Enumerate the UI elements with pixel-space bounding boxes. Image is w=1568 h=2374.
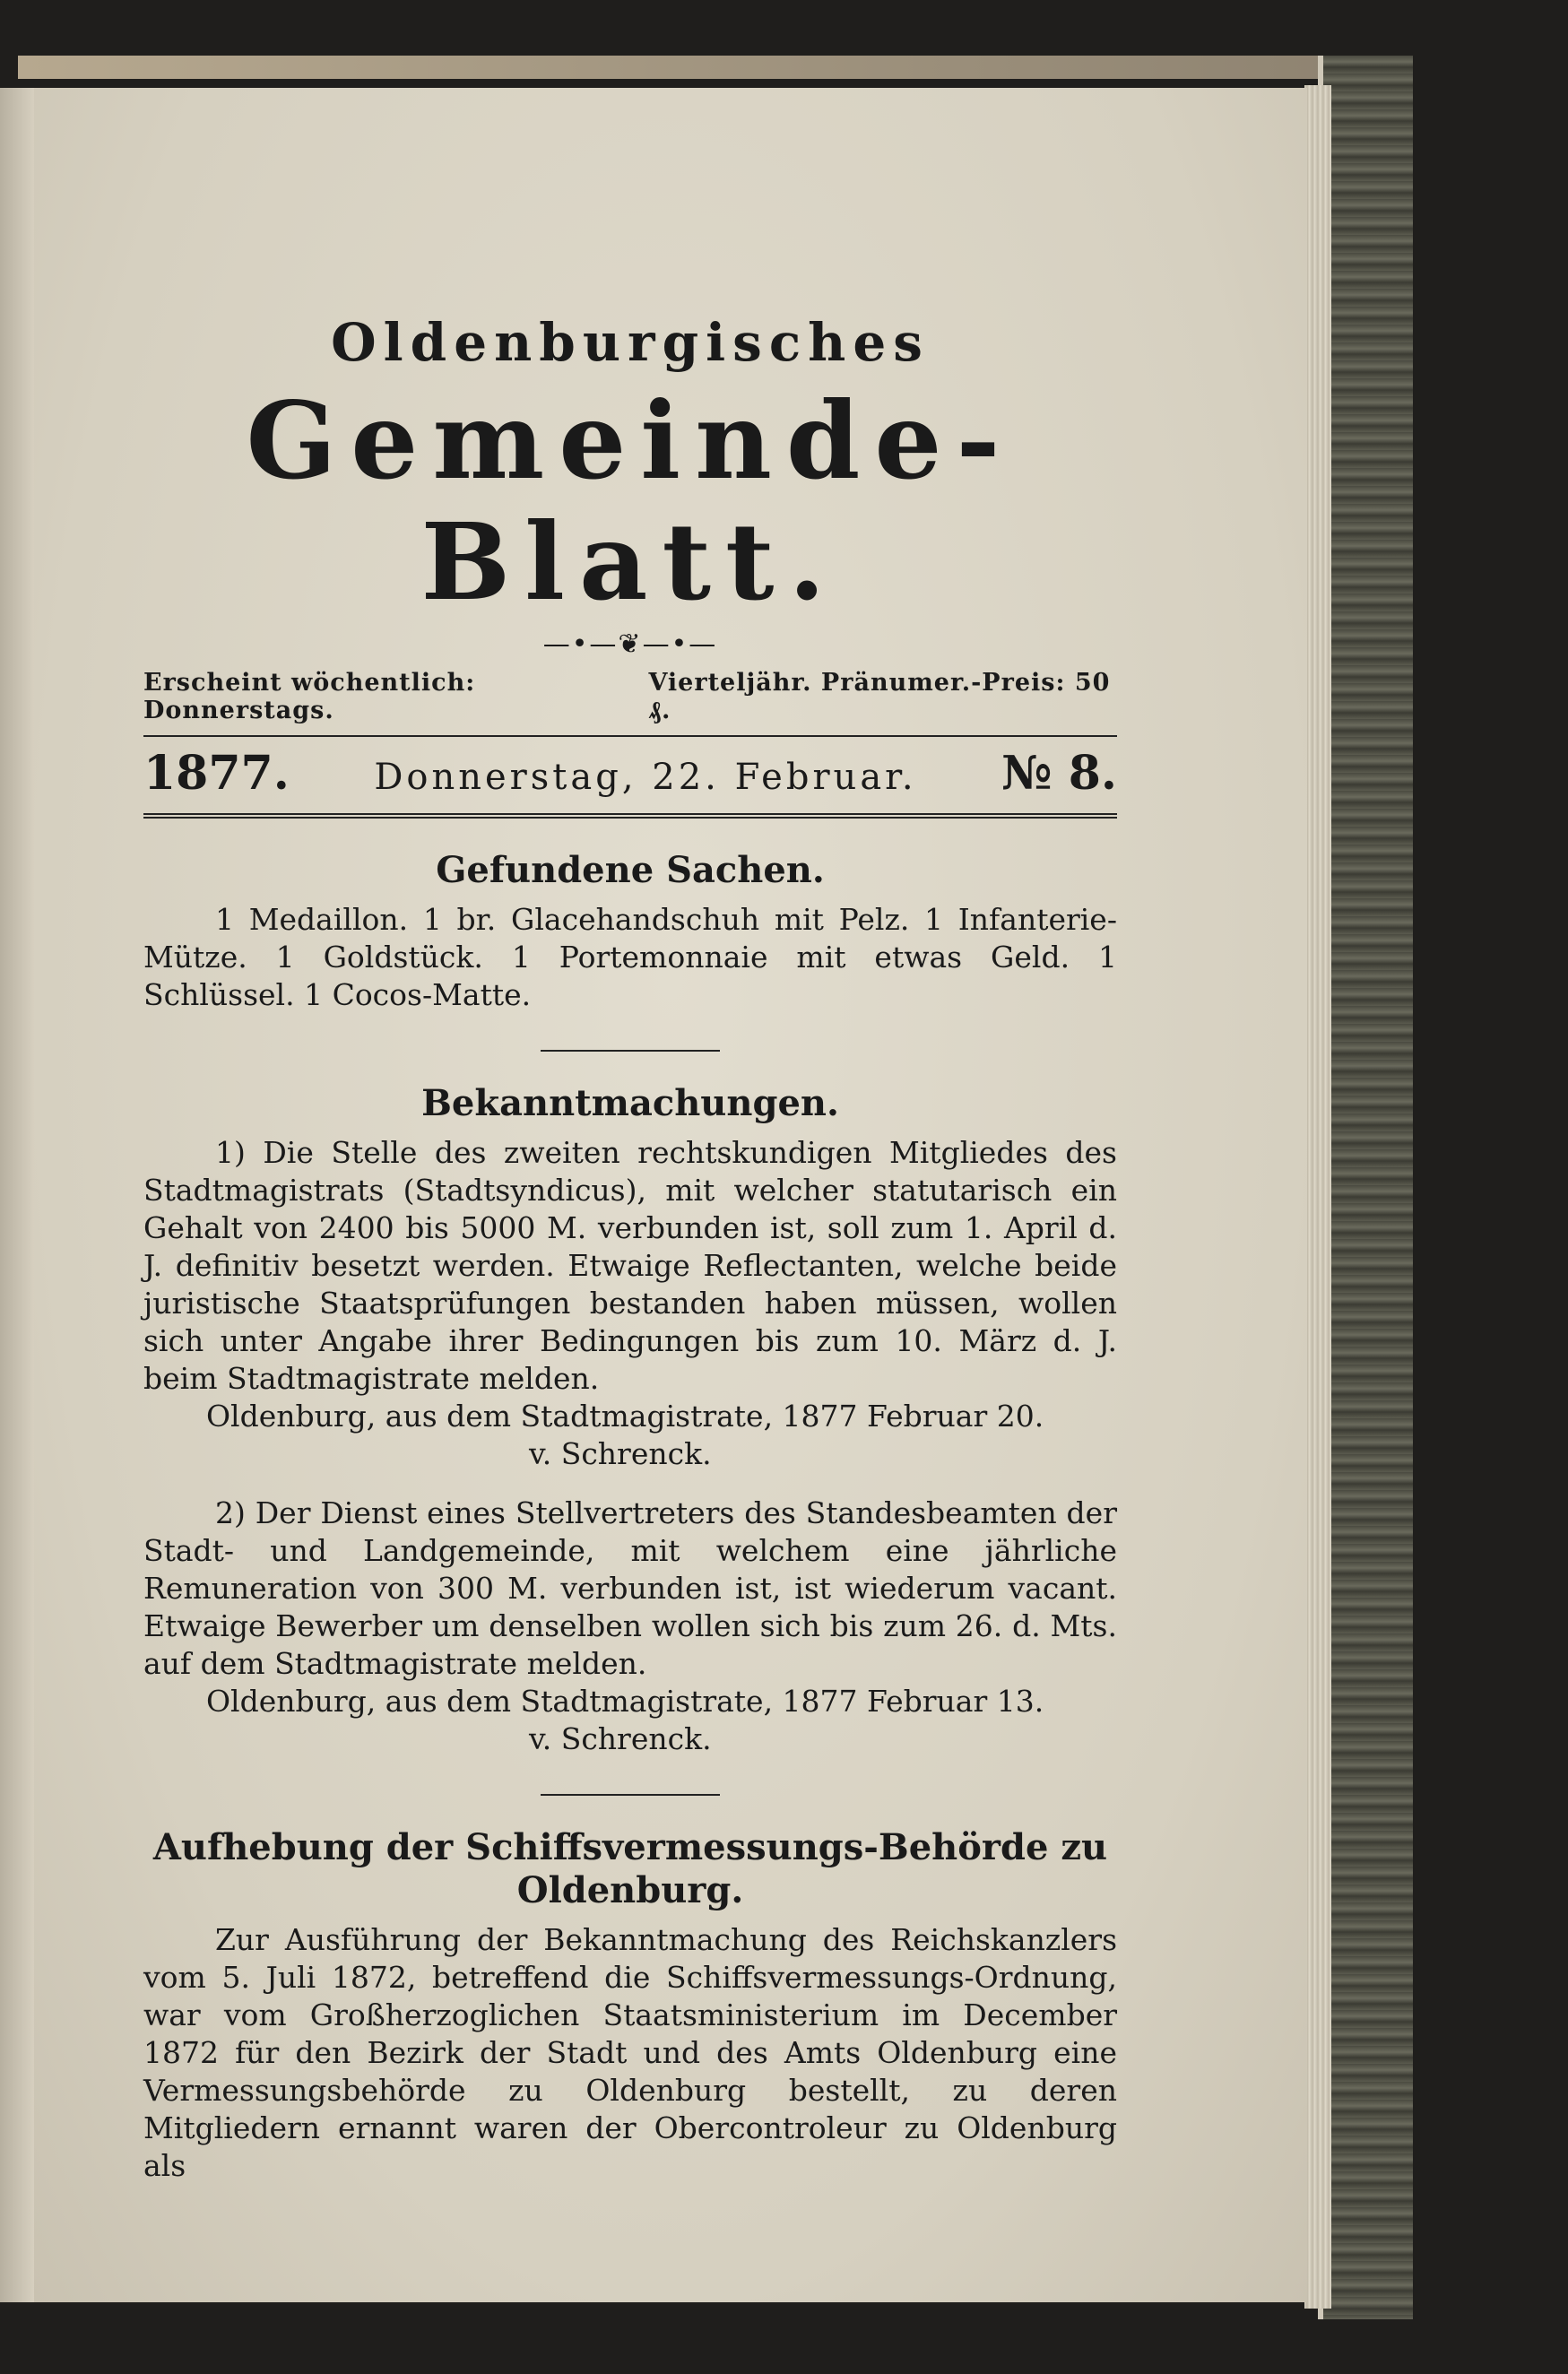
issue-date: Donnerstag, 22. Februar. — [374, 756, 917, 798]
survey-authority-text: Zur Ausführung der Bekanntmachung des Reichskanzlers vom 5. Juli 1872, betreffend die Schiffsvermessungs-Ordnung, war vom Großherzoglichen Staatsministerium im December 1872 für den Bezirk der Stadt und des Amts Oldenburg eine Vermessungsbehörde zu Oldenburg bestellt, zu deren Mitgliedern ernannt waren der Obercontroleur zu Oldenburg als — [143, 1921, 1117, 2183]
section-divider — [541, 1050, 720, 1052]
subscription-price: Vierteljähr. Pränumer.-Preis: 50 ₰. — [648, 668, 1111, 724]
issue-dateline — [143, 737, 1117, 819]
announcement-1-place: Oldenburg, aus dem Stadtmagistrate, 1877 Februar 20. — [206, 1398, 1044, 1434]
section-title-found-items: Gefundene Sachen. — [436, 848, 825, 891]
page-edges — [1304, 85, 1331, 2309]
announcement-1-signature: v. Schrenck. — [529, 1435, 712, 1471]
ornament-divider: —•—❦—•— — [542, 628, 718, 660]
spacer — [143, 1473, 1117, 1495]
facing-page-edge — [0, 88, 34, 2302]
issue-year: 1877. — [143, 745, 290, 801]
found-items-text: 1 Medaillon. 1 br. Glacehandschuh mit Pelz. 1 Infanterie-Mütze. 1 Goldstück. 1 Portemonnaie mit etwas Geld. 1 Schlüssel. 1 Cocos-Matte. — [143, 901, 1117, 1012]
announcement-2-signature: v. Schrenck. — [529, 1720, 712, 1756]
masthead-line1: Oldenburgisches — [331, 312, 930, 373]
announcement-2-text: 2) Der Dienst eines Stellvertreters des Standesbeamten der Stadt- und Landgemeinde, mit welchem eine jährliche Remuneration von 300 M. verbunden ist, ist wiederum vacant. Etwaige Bewerber um denselben wollen sich bis zum 26. d. Mts. auf dem Stadtmagistrate melden. — [143, 1495, 1117, 1681]
page-content — [143, 312, 1117, 2185]
issue-number: № 8. — [1001, 745, 1117, 801]
section-title-announcements: Bekanntmachungen. — [421, 1081, 839, 1124]
book-top-edge — [18, 56, 1394, 79]
announcement-2-place: Oldenburg, aus dem Stadtmagistrate, 1877 Februar 13. — [206, 1683, 1044, 1719]
masthead-title: Gemeinde-Blatt. — [246, 377, 1015, 625]
book-spine — [1318, 56, 1413, 2319]
publication-frequency: Erscheint wöchentlich: Donnerstags. — [143, 668, 476, 724]
announcement-1-text: 1) Die Stelle des zweiten rechtskundigen Mitgliedes des Stadtmagistrats (Stadtsyndicus), mit welcher statutarisch ein Gehalt von 2400 bis 5000 M. verbunden ist, soll zum 1. April d. J. definitiv besetzt werden. Etwaige Reflectanten, welche beide juristische Staatsprüfungen bestanden haben müssen, wollen sich unter Angabe ihrer Bedingungen bis zum 10. März d. J. beim Stadtmagistrate melden. — [143, 1134, 1117, 1396]
document-page — [34, 88, 1307, 2302]
section-divider — [541, 1794, 720, 1796]
publication-info — [143, 669, 1117, 737]
section-title-survey-authority: Aufhebung der Schiffsvermessungs-Behörde zu Oldenburg. — [152, 1825, 1108, 1911]
